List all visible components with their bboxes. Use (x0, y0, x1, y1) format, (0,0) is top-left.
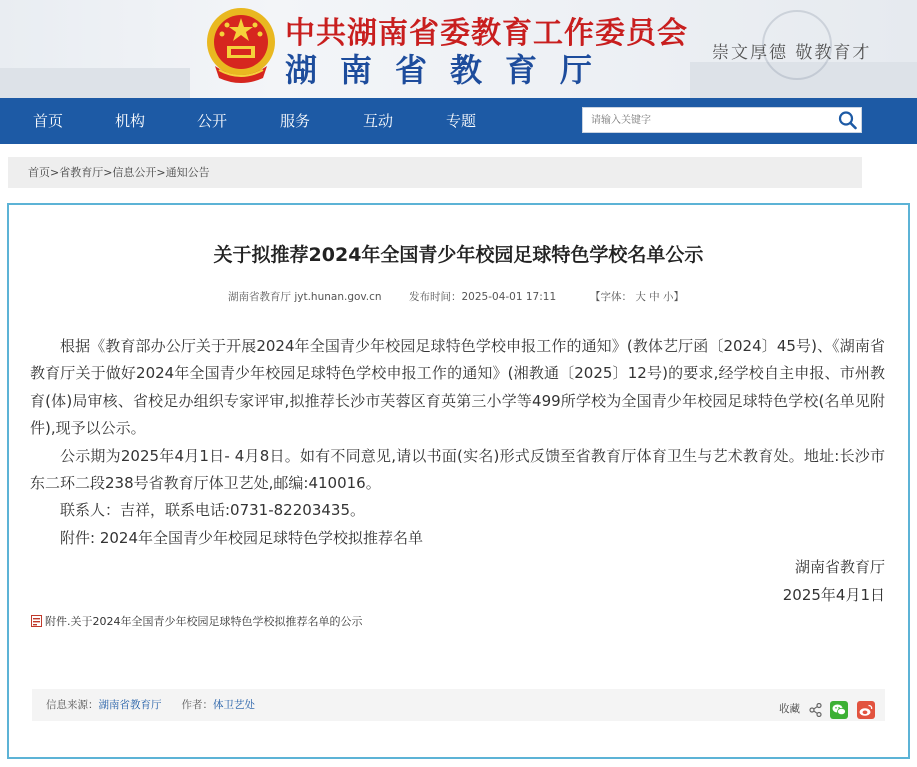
nav-item-public[interactable]: 公开 (197, 112, 228, 130)
search-input[interactable] (583, 108, 833, 132)
header-banner (0, 0, 917, 98)
publish-time (409, 289, 556, 304)
article-paragraph: 公示期为2025年4月1日- 4月8日。如有不同意见,请以书面(实名)形式反馈至省教育厅体育卫生与艺术教育处。地址:长沙市东二环二段238号省教育厅体卫艺处,邮编:410016。 (30, 446, 885, 493)
article-paragraph: 根据《教育部办公厅关于开展2024年全国青少年校园足球特色学校申报工作的通知》(教体艺厅函〔2024〕45号)、《湖南省教育厅关于做好2024年全国青少年校园足球特色学校申报工作的通知》(湘教通〔2025〕12号)的要求,经学校自主申报、市州教育(体)局审核、省校足办组织专家评审,拟推荐长沙市芙蓉区育英第三小学等499所学校为全国青少年校园足球特色学校(名单见附件),现予以公示。 (30, 337, 885, 438)
nav-item-org[interactable]: 机构 (115, 112, 146, 130)
article-info (46, 689, 255, 721)
article-title: 关于拟推荐2024年全国青少年校园足球特色学校名单公示 (213, 244, 704, 266)
breadcrumb-path[interactable]: 首页>省教育厅>信息公开>通知公告 (28, 166, 210, 179)
article-info-bar (32, 689, 885, 721)
header-title-dept: 湖南省教育厅 (285, 51, 616, 89)
search-box (582, 107, 862, 133)
publish-time-value: 2025-04-01 17:11 (461, 291, 557, 303)
collect-button[interactable]: 收藏 (779, 703, 800, 715)
breadcrumb (8, 157, 862, 188)
author-label: 作者： (181, 699, 214, 711)
signature-org: 湖南省教育厅 (794, 558, 885, 576)
pdf-file-icon (31, 615, 42, 627)
banner-building (0, 68, 190, 98)
header-title-party: 中共湖南省委教育工作委员会 (285, 16, 688, 51)
nav-item-topics[interactable]: 专题 (446, 112, 477, 130)
font-size-switcher[interactable]: 【字体： 大 中 小】 (590, 291, 685, 303)
signature-date: 2025年4月1日 (782, 586, 885, 604)
header-motto: 崇文厚德 敬教育才 (712, 43, 872, 63)
attachment-link[interactable] (31, 613, 363, 629)
article-paragraph: 联系人：吉祥，联系电话:0731-82203435。 (60, 501, 365, 520)
wechat-share-icon[interactable] (830, 701, 848, 719)
source-label: 信息来源： (46, 699, 99, 711)
publish-time-label: 发布时间： (409, 291, 462, 303)
article-source: 湖南省教育厅 jyt.hunan.gov.cn (228, 291, 382, 303)
nav-item-home[interactable]: 首页 (33, 112, 64, 130)
weibo-share-icon[interactable] (857, 701, 875, 719)
search-icon[interactable] (837, 110, 859, 130)
nav-item-interact[interactable]: 互动 (363, 112, 394, 130)
source-value[interactable]: 湖南省教育厅 (98, 699, 162, 711)
national-emblem-icon (205, 6, 277, 84)
article-body (30, 333, 885, 552)
main-nav (0, 98, 917, 144)
article-paragraph: 附件: 2024年全国青少年校园足球特色学校拟推荐名单 (60, 528, 423, 547)
author-value[interactable]: 体卫艺处 (213, 699, 256, 711)
nav-item-service[interactable]: 服务 (280, 112, 311, 130)
share-icon[interactable] (809, 703, 822, 717)
attachment-label: 附件.关于2024年全国青少年校园足球特色学校拟推荐名单的公示 (45, 615, 363, 628)
